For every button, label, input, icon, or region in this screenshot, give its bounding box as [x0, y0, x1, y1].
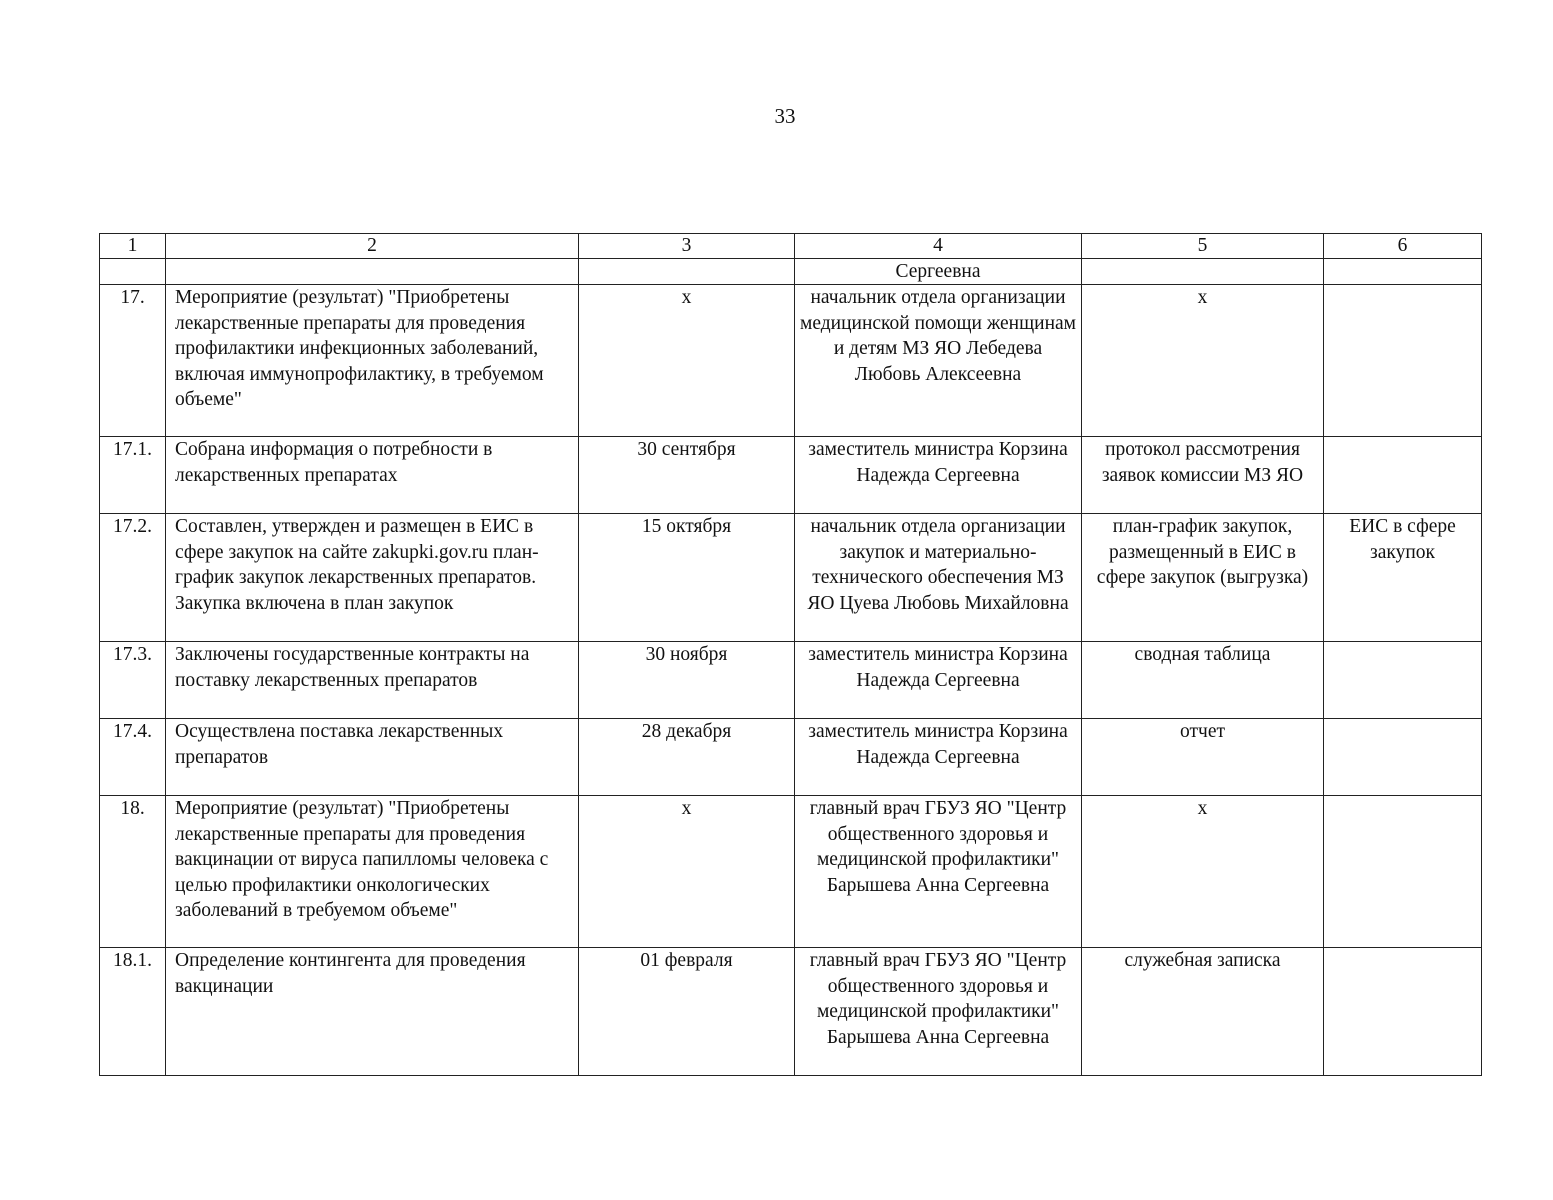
event-name-cell — [166, 259, 579, 285]
responsible-cell: главный врач ГБУЗ ЯО "Центр общественного здоровья и медицинской профилактики" Барышева Анна Сергеевна — [795, 948, 1082, 1076]
deadline-cell: x — [579, 285, 795, 437]
event-name-cell: Мероприятие (результат) "Приобретены лекарственные препараты для проведения вакцинации от вируса папилломы человека с целью профилактики онкологических заболеваний в требуемом объеме" — [166, 796, 579, 948]
document-cell — [1082, 259, 1324, 285]
deadline-cell: 28 декабря — [579, 719, 795, 796]
deadline-cell — [579, 259, 795, 285]
table-row — [100, 437, 1482, 514]
table-row — [100, 642, 1482, 719]
deadline-cell: 30 сентября — [579, 437, 795, 514]
document-cell: отчет — [1082, 719, 1324, 796]
responsible-cell: начальник отдела организации медицинской помощи женщинам и детям МЗ ЯО Лебедева Любовь Алексеевна — [795, 285, 1082, 437]
event-name-cell: Составлен, утвержден и размещен в ЕИС в сфере закупок на сайте zakupki.gov.ru план-график закупок лекарственных препаратов. Закупка включена в план закупок — [166, 514, 579, 642]
info-system-cell — [1324, 642, 1482, 719]
row-number-cell: 17.4. — [100, 719, 166, 796]
info-system-cell — [1324, 437, 1482, 514]
deadline-cell: 30 ноября — [579, 642, 795, 719]
table-row — [100, 719, 1482, 796]
row-number-cell: 17.2. — [100, 514, 166, 642]
table-row — [100, 948, 1482, 1076]
info-system-cell — [1324, 719, 1482, 796]
row-number-cell: 18. — [100, 796, 166, 948]
deadline-cell: 15 октября — [579, 514, 795, 642]
column-number-row — [100, 234, 1482, 259]
table-row — [100, 514, 1482, 642]
responsible-cell: заместитель министра Корзина Надежда Сергеевна — [795, 437, 1082, 514]
event-name-cell: Мероприятие (результат) "Приобретены лекарственные препараты для проведения профилактики инфекционных заболеваний, включая иммунопрофилактику, в требуемом объеме" — [166, 285, 579, 437]
plan-table — [99, 233, 1482, 1076]
responsible-cell: главный врач ГБУЗ ЯО "Центр общественного здоровья и медицинской профилактики" Барышева Анна Сергеевна — [795, 796, 1082, 948]
deadline-cell: 01 февраля — [579, 948, 795, 1076]
event-name-cell: Осуществлена поставка лекарственных препаратов — [166, 719, 579, 796]
column-number-2: 2 — [166, 234, 579, 259]
info-system-cell: ЕИС в сфере закупок — [1324, 514, 1482, 642]
page-number: 33 — [774, 104, 796, 128]
deadline-cell: x — [579, 796, 795, 948]
row-number-cell — [100, 259, 166, 285]
row-number-cell: 17.3. — [100, 642, 166, 719]
column-number-1: 1 — [100, 234, 166, 259]
document-cell: сводная таблица — [1082, 642, 1324, 719]
event-name-cell: Собрана информация о потребности в лекарственных препаратах — [166, 437, 579, 514]
table-row — [100, 796, 1482, 948]
table-row — [100, 259, 1482, 285]
row-number-cell: 17. — [100, 285, 166, 437]
info-system-cell — [1324, 285, 1482, 437]
responsible-cell: заместитель министра Корзина Надежда Сергеевна — [795, 719, 1082, 796]
column-number-6: 6 — [1324, 234, 1482, 259]
info-system-cell — [1324, 948, 1482, 1076]
responsible-cell: начальник отдела организации закупок и материально-технического обеспечения МЗ ЯО Цуева Любовь Михайловна — [795, 514, 1082, 642]
event-name-cell: Определение контингента для проведения вакцинации — [166, 948, 579, 1076]
responsible-cell: заместитель министра Корзина Надежда Сергеевна — [795, 642, 1082, 719]
column-number-3: 3 — [579, 234, 795, 259]
document-cell: x — [1082, 285, 1324, 437]
document-cell: x — [1082, 796, 1324, 948]
column-number-5: 5 — [1082, 234, 1324, 259]
column-number-4: 4 — [795, 234, 1082, 259]
row-number-cell: 18.1. — [100, 948, 166, 1076]
table-row — [100, 285, 1482, 437]
document-cell: протокол рассмотрения заявок комиссии МЗ ЯО — [1082, 437, 1324, 514]
row-number-cell: 17.1. — [100, 437, 166, 514]
event-name-cell: Заключены государственные контракты на поставку лекарственных препаратов — [166, 642, 579, 719]
responsible-cell: Сергеевна — [795, 259, 1082, 285]
info-system-cell — [1324, 259, 1482, 285]
document-cell: план-график закупок, размещенный в ЕИС в сфере закупок (выгрузка) — [1082, 514, 1324, 642]
document-cell: служебная записка — [1082, 948, 1324, 1076]
info-system-cell — [1324, 796, 1482, 948]
